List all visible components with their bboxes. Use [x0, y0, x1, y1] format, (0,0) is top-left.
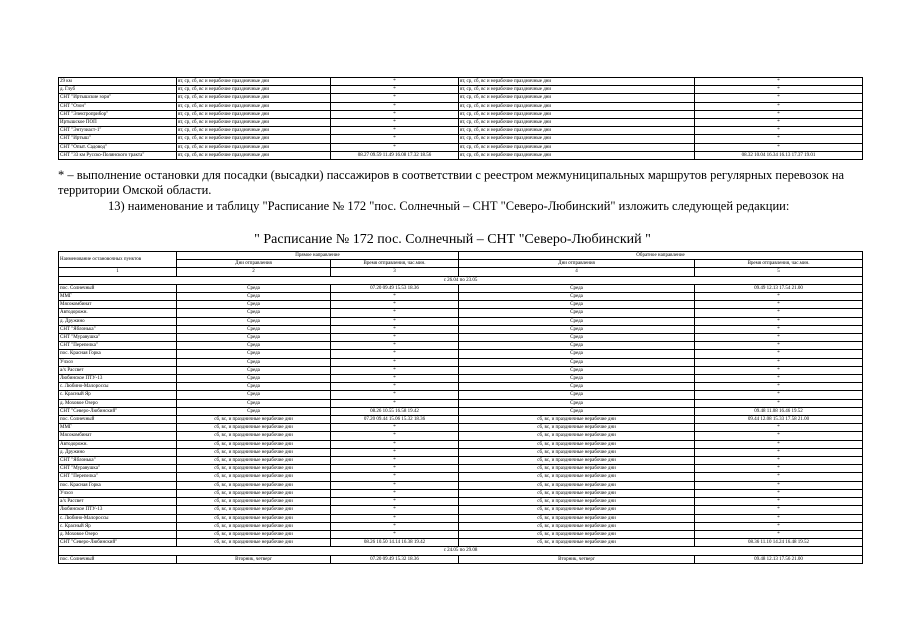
days-backward: сб, вс, и праздничные нерабочие дни — [459, 514, 695, 522]
stop-name: Автодорожн. — [59, 440, 177, 448]
days-backward: сб, вс, и праздничные нерабочие дни — [459, 530, 695, 538]
days-forward: вт, ср, сб, вс и нерабочие праздничные дни — [177, 110, 331, 118]
stop-name: д. Моховое Озеро — [59, 399, 177, 407]
stop-name: с. Любино-Малороссы — [59, 383, 177, 391]
days-backward: вт, ср, сб, вс и нерабочие праздничные дни — [459, 102, 695, 110]
time-forward: * — [331, 86, 459, 94]
days-backward: сб, вс, и праздничные нерабочие дни — [459, 489, 695, 497]
days-backward: вт, ср, сб, вс и нерабочие праздничные дни — [459, 110, 695, 118]
stop-name: пос. Красная Горка — [59, 350, 177, 358]
stop-name: СНТ "33 км Русско-Полянского тракта" — [59, 151, 177, 159]
time-forward: * — [331, 301, 459, 309]
time-forward: * — [331, 473, 459, 481]
table-row — [59, 539, 863, 547]
table-row — [59, 457, 863, 465]
time-backward: * — [695, 78, 863, 86]
time-forward: * — [331, 465, 459, 473]
days-backward: сб, вс, и праздничные нерабочие дни — [459, 473, 695, 481]
days-backward: Среда — [459, 407, 695, 415]
days-forward: Среда — [177, 358, 331, 366]
days-forward: вт, ср, сб, вс и нерабочие праздничные дни — [177, 119, 331, 127]
header-days-backward: Дни отправления — [459, 260, 695, 268]
stop-name: с. Красный Яр — [59, 391, 177, 399]
table-row — [59, 498, 863, 506]
days-backward: Среда — [459, 350, 695, 358]
table-row — [59, 424, 863, 432]
table-row — [59, 522, 863, 530]
time-backward: 08.36 11.10 14.24 16.48 19.52 — [695, 539, 863, 547]
days-backward: сб, вс, и праздничные нерабочие дни — [459, 522, 695, 530]
time-backward: * — [695, 514, 863, 522]
time-forward: * — [331, 325, 459, 333]
days-forward: сб, вс, и праздничные нерабочие дни — [177, 489, 331, 497]
time-backward: 09.48 12.13 17.56 21.00 — [695, 555, 863, 563]
days-forward: сб, вс, и праздничные нерабочие дни — [177, 465, 331, 473]
table-row — [59, 465, 863, 473]
stop-name: СНТ "Иртыш" — [59, 135, 177, 143]
days-backward: вт, ср, сб, вс и нерабочие праздничные дни — [459, 127, 695, 135]
stop-name: СНТ "Перепелка" — [59, 342, 177, 350]
days-backward: Среда — [459, 325, 695, 333]
time-backward: 09.48 11.08 16.46 19.52 — [695, 407, 863, 415]
days-backward: сб, вс, и праздничные нерабочие дни — [459, 465, 695, 473]
time-backward: * — [695, 110, 863, 118]
stop-name: д. Моховое Озеро — [59, 530, 177, 538]
time-backward: * — [695, 522, 863, 530]
table-row — [59, 506, 863, 514]
time-forward: * — [331, 489, 459, 497]
time-backward: * — [695, 86, 863, 94]
stop-name: а/х Рассвет — [59, 498, 177, 506]
stop-name: СНТ "Энтузиаст-1" — [59, 127, 177, 135]
time-backward: * — [695, 457, 863, 465]
table-row — [59, 102, 863, 110]
time-backward: * — [695, 448, 863, 456]
days-forward: сб, вс, и праздничные нерабочие дни — [177, 457, 331, 465]
stop-name: пос. Красная Горка — [59, 481, 177, 489]
stop-name: пос. Солнечный — [59, 416, 177, 424]
top-schedule-table — [58, 77, 863, 160]
time-forward: * — [331, 127, 459, 135]
time-forward: * — [331, 514, 459, 522]
table-row — [59, 325, 863, 333]
time-forward: 08.26 10.50 14.14 16.38 19.42 — [331, 539, 459, 547]
time-backward: * — [695, 432, 863, 440]
time-backward: * — [695, 465, 863, 473]
days-backward: Среда — [459, 366, 695, 374]
days-backward: сб, вс, и праздничные нерабочие дни — [459, 498, 695, 506]
table-row — [59, 119, 863, 127]
days-forward: Среда — [177, 391, 331, 399]
days-forward: сб, вс, и праздничные нерабочие дни — [177, 440, 331, 448]
header-num-3: 3 — [331, 268, 459, 276]
days-forward: вт, ср, сб, вс и нерабочие праздничные дни — [177, 127, 331, 135]
time-backward: * — [695, 325, 863, 333]
time-forward: * — [331, 143, 459, 151]
days-forward: сб, вс, и праздничные нерабочие дни — [177, 481, 331, 489]
table-row — [59, 342, 863, 350]
time-forward: * — [331, 498, 459, 506]
stop-name: д. Дружино — [59, 448, 177, 456]
days-forward: вт, ср, сб, вс и нерабочие праздничные дни — [177, 102, 331, 110]
time-forward: * — [331, 448, 459, 456]
time-forward: * — [331, 506, 459, 514]
time-backward: * — [695, 481, 863, 489]
period-row-1 — [59, 276, 863, 284]
days-backward: вт, ср, сб, вс и нерабочие праздничные дни — [459, 86, 695, 94]
days-forward: Среда — [177, 366, 331, 374]
time-forward: * — [331, 522, 459, 530]
schedule-172-table — [58, 251, 863, 564]
stop-name: Мясокомбинат — [59, 301, 177, 309]
time-forward: * — [331, 350, 459, 358]
time-backward: * — [695, 293, 863, 301]
days-backward: сб, вс, и праздничные нерабочие дни — [459, 424, 695, 432]
footnote: * – выполнение остановки для посадки (высадки) пассажиров в соответствии с реестром межмуниципальных маршрутов регулярных перевозок на территории Омской области. — [58, 168, 845, 197]
stop-name: СНТ "Яблонька" — [59, 457, 177, 465]
header-days-forward: Дни отправления — [177, 260, 331, 268]
stop-name: Любинское ПТУ-13 — [59, 506, 177, 514]
time-backward: 08.32 10.04 16.34 16.13 17.37 19.01 — [695, 151, 863, 159]
days-forward: вт, ср, сб, вс и нерабочие праздничные дни — [177, 143, 331, 151]
schedule-title: " Расписание № 172 пос. Солнечный – СНТ "Северо-Любинский " — [254, 232, 651, 247]
table-row — [59, 555, 863, 563]
days-backward: Среда — [459, 391, 695, 399]
stop-name: пос. Солнечный — [59, 284, 177, 292]
time-forward: 07.20 09.49 15.53 18.36 — [331, 284, 459, 292]
stop-name: а/х Рассвет — [59, 366, 177, 374]
time-backward: * — [695, 375, 863, 383]
time-backward: * — [695, 119, 863, 127]
days-backward: вт, ср, сб, вс и нерабочие праздничные дни — [459, 94, 695, 102]
days-forward: Среда — [177, 309, 331, 317]
days-forward: Среда — [177, 407, 331, 415]
days-forward: сб, вс, и праздничные нерабочие дни — [177, 473, 331, 481]
time-backward: * — [695, 366, 863, 374]
days-forward: Вторник, четверг — [177, 555, 331, 563]
days-forward: Среда — [177, 317, 331, 325]
time-backward: * — [695, 424, 863, 432]
table-row — [59, 94, 863, 102]
days-backward: вт, ср, сб, вс и нерабочие праздничные дни — [459, 143, 695, 151]
stop-name: СНТ "Яблонька" — [59, 325, 177, 333]
days-backward: Среда — [459, 284, 695, 292]
days-backward: вт, ср, сб, вс и нерабочие праздничные дни — [459, 119, 695, 127]
days-forward: вт, ср, сб, вс и нерабочие праздничные дни — [177, 94, 331, 102]
header-num-1: 1 — [59, 268, 177, 276]
stop-name: СНТ "Опыт. Садовод" — [59, 143, 177, 151]
time-forward: * — [331, 440, 459, 448]
stop-name: ММГ — [59, 293, 177, 301]
table-row — [59, 358, 863, 366]
days-forward: сб, вс, и праздничные нерабочие дни — [177, 506, 331, 514]
header-forward: Прямое направление — [177, 252, 459, 260]
days-backward: сб, вс, и праздничные нерабочие дни — [459, 448, 695, 456]
stop-name: СНТ "Иртышские зори" — [59, 94, 177, 102]
table-row — [59, 127, 863, 135]
days-forward: вт, ср, сб, вс и нерабочие праздничные дни — [177, 135, 331, 143]
table-row — [59, 375, 863, 383]
time-backward: * — [695, 135, 863, 143]
days-forward: Среда — [177, 375, 331, 383]
table-row — [59, 143, 863, 151]
days-forward: Среда — [177, 350, 331, 358]
table-row — [59, 440, 863, 448]
stop-name: Любинское ПТУ-13 — [59, 375, 177, 383]
time-forward: * — [331, 94, 459, 102]
table-row — [59, 407, 863, 415]
table-row — [59, 391, 863, 399]
days-forward: вт, ср, сб, вс и нерабочие праздничные дни — [177, 151, 331, 159]
days-backward: сб, вс, и праздничные нерабочие дни — [459, 539, 695, 547]
table-row — [59, 309, 863, 317]
time-backward: * — [695, 473, 863, 481]
days-backward: сб, вс, и праздничные нерабочие дни — [459, 440, 695, 448]
days-forward: сб, вс, и праздничные нерабочие дни — [177, 448, 331, 456]
time-forward: * — [331, 530, 459, 538]
stop-name: СНТ "Северо-Любинский" — [59, 539, 177, 547]
days-forward: Среда — [177, 301, 331, 309]
days-backward: вт, ср, сб, вс и нерабочие праздничные дни — [459, 151, 695, 159]
time-backward: * — [695, 102, 863, 110]
table-row — [59, 350, 863, 358]
time-backward: * — [695, 498, 863, 506]
time-forward: * — [331, 334, 459, 342]
table-row — [59, 110, 863, 118]
time-forward: * — [331, 383, 459, 391]
period-row — [59, 547, 863, 555]
days-backward: Среда — [459, 399, 695, 407]
stop-name: СНТ "Озон" — [59, 102, 177, 110]
days-forward: вт, ср, сб, вс и нерабочие праздничные дни — [177, 78, 331, 86]
table-row — [59, 78, 863, 86]
days-backward: Среда — [459, 317, 695, 325]
time-forward: * — [331, 366, 459, 374]
time-forward: * — [331, 135, 459, 143]
header-num-4: 4 — [459, 268, 695, 276]
days-backward: сб, вс, и праздничные нерабочие дни — [459, 481, 695, 489]
table-row — [59, 481, 863, 489]
days-backward: Среда — [459, 301, 695, 309]
stop-name: СНТ "Муравушка" — [59, 465, 177, 473]
table-row — [59, 416, 863, 424]
table-row — [59, 383, 863, 391]
time-backward: * — [695, 94, 863, 102]
stop-name: ММГ — [59, 424, 177, 432]
time-backward: 09.44 12.08 15.33 17.58 21.00 — [695, 416, 863, 424]
time-forward: * — [331, 391, 459, 399]
stop-name: пос. Солнечный — [59, 555, 177, 563]
table-row — [59, 473, 863, 481]
stop-name: с. Красный Яр — [59, 522, 177, 530]
time-backward: * — [695, 334, 863, 342]
header-num-5: 5 — [695, 268, 863, 276]
time-forward: 07.20 09.49 15.32 18.36 — [331, 555, 459, 563]
time-forward: * — [331, 432, 459, 440]
time-backward: * — [695, 342, 863, 350]
table-row — [59, 530, 863, 538]
days-backward: сб, вс, и праздничные нерабочие дни — [459, 506, 695, 514]
time-forward: * — [331, 102, 459, 110]
table-row — [59, 135, 863, 143]
days-forward: Среда — [177, 383, 331, 391]
days-forward: Среда — [177, 284, 331, 292]
stop-name: д. Дружино — [59, 317, 177, 325]
table-row — [59, 432, 863, 440]
table-row — [59, 366, 863, 374]
header-stop-name: Наименование остановочных пунктов — [59, 252, 177, 268]
stop-name: СНТ "Электроприбор" — [59, 110, 177, 118]
period-label: с 24.05 по 29.08 — [59, 547, 863, 555]
time-forward: * — [331, 342, 459, 350]
days-backward: Среда — [459, 309, 695, 317]
time-forward: * — [331, 424, 459, 432]
days-backward: вт, ср, сб, вс и нерабочие праздничные дни — [459, 135, 695, 143]
time-forward: * — [331, 457, 459, 465]
days-forward: Среда — [177, 399, 331, 407]
amendment-paragraph: 13) наименование и таблицу "Расписание № 172 "пос. Солнечный – СНТ "Северо-Любинский" изложить следующей редакции: — [108, 199, 790, 213]
stop-name: с. Любино-Малороссы — [59, 514, 177, 522]
time-backward: * — [695, 309, 863, 317]
stop-name: Автодорожн. — [59, 309, 177, 317]
time-backward: * — [695, 350, 863, 358]
time-backward: * — [695, 440, 863, 448]
table-row — [59, 151, 863, 159]
time-forward: * — [331, 399, 459, 407]
days-forward: сб, вс, и праздничные нерабочие дни — [177, 498, 331, 506]
table-row — [59, 448, 863, 456]
stop-name: СНТ "Перепелка" — [59, 473, 177, 481]
days-forward: Среда — [177, 342, 331, 350]
days-forward: вт, ср, сб, вс и нерабочие праздничные дни — [177, 86, 331, 94]
days-forward: сб, вс, и праздничные нерабочие дни — [177, 424, 331, 432]
days-backward: Среда — [459, 293, 695, 301]
table-row — [59, 334, 863, 342]
days-backward: сб, вс, и праздничные нерабочие дни — [459, 432, 695, 440]
time-backward: * — [695, 489, 863, 497]
time-forward: * — [331, 375, 459, 383]
stop-name: Учхоз — [59, 358, 177, 366]
time-backward: * — [695, 317, 863, 325]
stop-name: СНТ "Северо-Любинский" — [59, 407, 177, 415]
time-backward: * — [695, 127, 863, 135]
days-forward: Среда — [177, 293, 331, 301]
time-forward: * — [331, 358, 459, 366]
stop-name: Иртышское ПОП — [59, 119, 177, 127]
time-backward: 09.49 12.13 17.54 21.00 — [695, 284, 863, 292]
time-forward: * — [331, 110, 459, 118]
days-backward: Среда — [459, 358, 695, 366]
time-backward: * — [695, 301, 863, 309]
stop-name: 29 км — [59, 78, 177, 86]
days-forward: Среда — [177, 334, 331, 342]
header-time-forward: Время отправления, час.мин. — [331, 260, 459, 268]
days-forward: сб, вс, и праздничные нерабочие дни — [177, 514, 331, 522]
header-backward: Обратное направление — [459, 252, 863, 260]
days-backward: Вторник, четверг — [459, 555, 695, 563]
time-backward: * — [695, 530, 863, 538]
table-row — [59, 86, 863, 94]
days-forward: сб, вс, и праздничные нерабочие дни — [177, 522, 331, 530]
time-forward: 08.27 09.59 11.49 16.08 17.32 18.56 — [331, 151, 459, 159]
days-forward: сб, вс, и праздничные нерабочие дни — [177, 539, 331, 547]
time-backward: * — [695, 399, 863, 407]
days-backward: Среда — [459, 342, 695, 350]
header-row-1 — [59, 252, 863, 260]
stop-name: СНТ "Муравушка" — [59, 334, 177, 342]
header-numbers — [59, 268, 863, 276]
time-forward: * — [331, 293, 459, 301]
table-row — [59, 514, 863, 522]
time-forward: * — [331, 309, 459, 317]
time-forward: * — [331, 119, 459, 127]
table-row — [59, 301, 863, 309]
header-row-2 — [59, 260, 863, 268]
days-backward: Среда — [459, 334, 695, 342]
days-backward: вт, ср, сб, вс и нерабочие праздничные дни — [459, 78, 695, 86]
table-row — [59, 293, 863, 301]
header-num-2: 2 — [177, 268, 331, 276]
table-row — [59, 489, 863, 497]
time-backward: * — [695, 391, 863, 399]
stop-name: Учхоз — [59, 489, 177, 497]
time-forward: 08.26 10.55 16.58 19.42 — [331, 407, 459, 415]
time-backward: * — [695, 506, 863, 514]
time-backward: * — [695, 383, 863, 391]
table-row — [59, 399, 863, 407]
time-forward: 07.20 09.44 15.06 15.32 18.36 — [331, 416, 459, 424]
days-backward: Среда — [459, 375, 695, 383]
table-row — [59, 284, 863, 292]
days-backward: Среда — [459, 383, 695, 391]
stop-name: д. Глуб — [59, 86, 177, 94]
days-forward: сб, вс, и праздничные нерабочие дни — [177, 432, 331, 440]
period-label: с 26.04 по 23.05 — [59, 276, 863, 284]
time-backward: * — [695, 358, 863, 366]
days-forward: сб, вс, и праздничные нерабочие дни — [177, 530, 331, 538]
time-forward: * — [331, 317, 459, 325]
days-backward: сб, вс, и праздничные нерабочие дни — [459, 416, 695, 424]
stop-name: Мясокомбинат — [59, 432, 177, 440]
days-forward: сб, вс, и праздничные нерабочие дни — [177, 416, 331, 424]
time-backward: * — [695, 143, 863, 151]
time-forward: * — [331, 481, 459, 489]
days-forward: Среда — [177, 325, 331, 333]
time-forward: * — [331, 78, 459, 86]
days-backward: сб, вс, и праздничные нерабочие дни — [459, 457, 695, 465]
table-row — [59, 317, 863, 325]
header-time-backward: Время отправления, час.мин. — [695, 260, 863, 268]
